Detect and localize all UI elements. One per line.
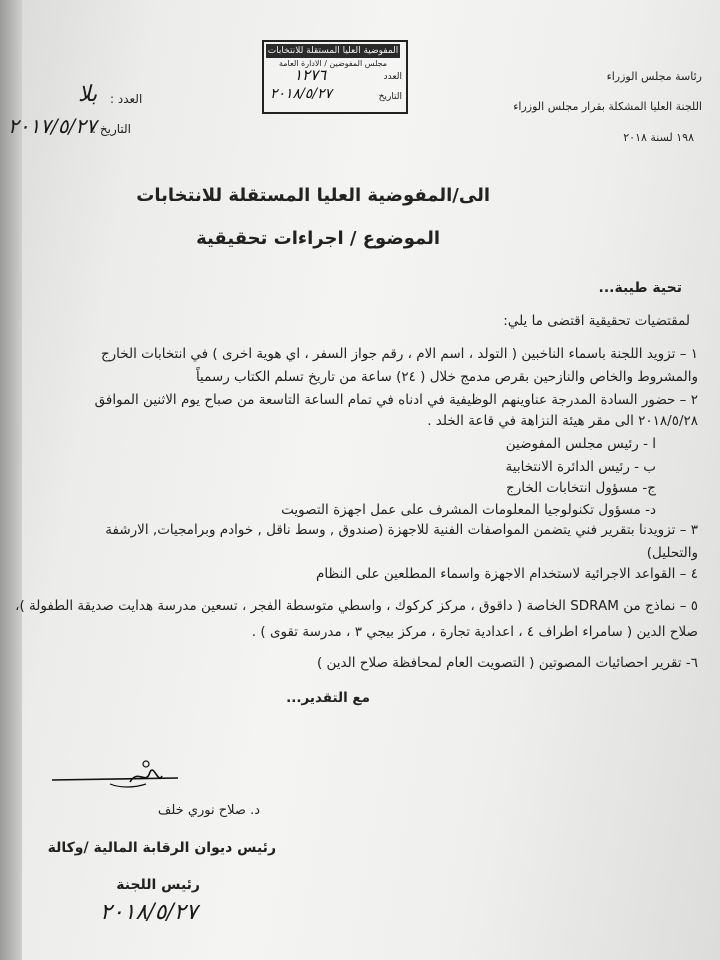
item-1-line1: ١ – تزويد اللجنة باسماء الناخبين ( التولد ، اسم الام ، رقم جواز السفر ، اي هوية اخرى ) في انتخابات الخارج (100, 346, 698, 362)
page-fold-shadow (0, 0, 22, 960)
item-5-line2: صلاح الدين ( سامراء اطراف ٤ ، اعدادية تجارة ، مركز بيجي ٣ ، مدرسة تقوى ) . (251, 624, 698, 640)
item-3-line1: ٣ – تزويدنا بتقرير فني يتضمن المواصفات الفنية للاجهزة (صندوق , وسط ناقل , خوادم وبرامجيات, الارشفة (105, 522, 698, 538)
item-2-line2: ٢٠١٨/٥/٢٨ الى مقر هيئة النزاهة في قاعة الخلد . (427, 413, 698, 429)
signatory-date: ٢٠١٨/٥/٢٧ (100, 900, 198, 925)
item-6: ٦- تقرير احصائيات المصوتين ( التصويت العام لمحافظة صلاح الدين ) (316, 655, 698, 671)
item-5-line1: ٥ – نماذج من SDRAM الخاصة ( داقوق ، مركز كركوك ، واسطي متوسطة الفجر ، تسعين مدرسة هدايت صديقة الطفولة )، (15, 598, 698, 614)
signatory-name: د. صلاح نوري خلف (157, 803, 260, 818)
stamp-date-value: ٢٠١٨/٥/٢٧ (270, 86, 333, 102)
date-value: ٢٠١٧/٥/٢٧ (8, 114, 97, 138)
signatory-title2: رئيس اللجنة (116, 877, 200, 893)
incoming-stamp (262, 40, 408, 114)
date-label: التاريخ : (92, 122, 132, 136)
item-2-sub-b: ب - رئيس الدائرة الانتخابية (505, 459, 656, 475)
item-3-line2: والتحليل) (646, 545, 698, 561)
number-label: العدد : (110, 92, 143, 106)
item-2-sub-a: ا - رئيس مجلس المفوضين (505, 436, 656, 452)
item-1-line2: والمشروط والخاص والنازحين بقرص مدمج خلال ( ٢٤) ساعة من تاريخ تسلم الكتاب رسمياً (195, 369, 698, 385)
item-2-line1: ٢ – حضور السادة المدرجة عناوينهم الوظيفية في ادناه في تمام الساعة التاسعة من صباح يوم الاثنين الموافق (94, 392, 698, 408)
header-org-line3: ١٩٨ لسنة ٢٠١٨ (623, 131, 694, 144)
item-2-sub-c: ج- مسؤول انتخابات الخارج (506, 480, 656, 496)
stamp-number-value: ١٢٧٦ (294, 66, 327, 84)
item-2-sub-d: د- مسؤول تكنولوجيا المعلومات المشرف على عمل اجهزة التصويت (281, 502, 656, 518)
stamp-org: المفوضية العليا المستقلة للانتخابات (267, 46, 399, 56)
stamp-sub: مجلس المفوضين / الادارة العامة (278, 59, 388, 68)
stamp-number-label: العدد (383, 72, 402, 82)
header-org-line1: رئاسة مجلس الوزراء (606, 70, 702, 83)
signatory-title1: رئيس ديوان الرقابة المالية /وكالة (47, 840, 276, 856)
intro: لمقتضيات تحقيقية اقتضى ما يلي: (503, 313, 690, 329)
addressee: الى/المفوضية العليا المستقلة للانتخابات (136, 185, 490, 206)
item-4: ٤ – القواعد الاجرائية لاستخدام الاجهزة واسماء المطلعين على النظام (316, 566, 698, 582)
number-value: بلا (78, 82, 98, 107)
subject: الموضوع / اجراءات تحقيقية (196, 228, 440, 249)
stamp-date-label: التاريخ (378, 92, 402, 102)
closing: مع التقدير... (286, 690, 370, 706)
greeting: تحية طيبة... (598, 280, 682, 296)
handwritten-signature (50, 758, 180, 798)
header-org-line2: اللجنة العليا المشكلة بقرار مجلس الوزراء (513, 100, 702, 113)
